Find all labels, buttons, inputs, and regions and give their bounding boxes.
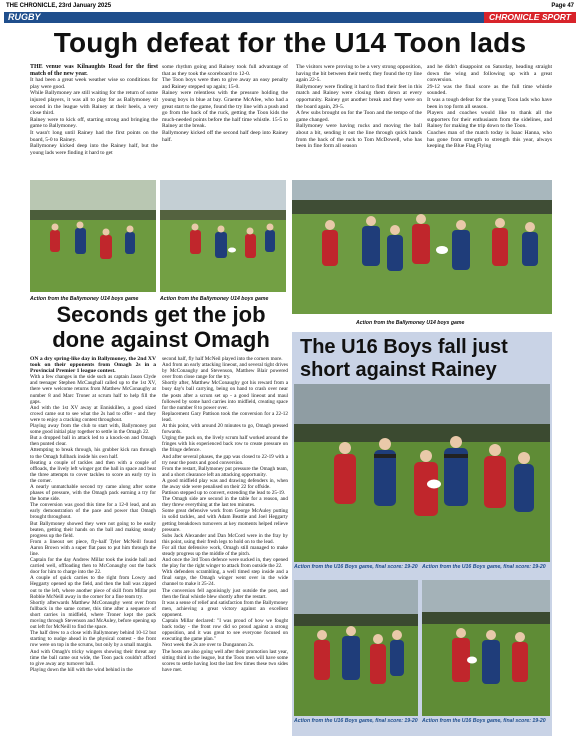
paragraph: And with Omagh's tricky wingers showing their threat any time the ball came out wide, the Toon pack couldn't afford to give away any turnover ball. [30, 648, 156, 667]
paragraph: The half drew to a close with Ballymoney behind 10-12 but starting to nudge ahead in the physical contest - the front row were on top in the scrums, but only by a small margin. [30, 630, 156, 649]
paragraph: From the restart, Ballymoney put pressure the Omagh team, and a short clearance left an attacking opportunity. [162, 465, 288, 478]
paragraph: With a few changes in the side such as captain Jason Clyde and teenager Stephen McCaughall called up to the 1st XV, there were welcome returns from Matthew McConaughy at number 8 and Marc Troner at scrum half to help fill the gaps. [30, 374, 156, 405]
paragraph: The Omagh side are second in the table for a reason, and they threw everything at the last ten minutes. [162, 496, 288, 509]
caption-u16-1: Action from the U16 Boys game, final score: 19-20 [294, 564, 418, 570]
paragraph: The Toon boys were then to give away an easy penalty and Rainey stepped up again; 15-0. [162, 77, 288, 90]
photo-u14-3 [292, 180, 552, 314]
photo-u14-2 [160, 180, 286, 292]
paragraph: And from an early attacking lineout, and several tight drives by McConaughy and Stevenson, Matthew Blair powered over from close range for the try. [162, 362, 288, 381]
paragraph: It wasn't long until Rainey had the first points on the board, 5-0 to Rainey. [30, 129, 158, 143]
paragraph: Ballymoney were having rucks and moving the ball about a bit, sending it out the line through quick hands from the back of the ruck to Tom McDowell, who has been in fine form all season [296, 123, 422, 150]
paragraph: A nearly unmatchable second try came along after some phases of pressure, with the Omagh pack earning a try for the home side. [30, 483, 156, 503]
paragraph: Coaches man of the match today is Isaac Hanna, who has gone from strength to strength this year, always keeping the Blue Flag Flying [427, 129, 552, 150]
photo-u16-2 [294, 580, 418, 716]
paragraph: Ballymoney were finding it hard to find their feet in this match and Rainey were closing them down at every opportunity. Rainey got another break and they were on the board again, 29-5. [296, 83, 422, 110]
u16-panel [292, 332, 552, 736]
lede: ON a dry spring-like day in Ballymoney, the 2nd XV took on their opponents from Omagh 2s in a Provincial Premier 1 league contest. [30, 356, 156, 375]
photo-u16-main [294, 384, 550, 562]
section-band [4, 12, 576, 23]
caption-u16-3: Action from the U16 Boys game, final score: 19-20 [294, 718, 418, 724]
paragraph: From a lineout set piece, fly-half Tyler McNeill found Aaron Brown with a super flat pass to put him through the line. [30, 538, 156, 557]
publication-line: THE CHRONICLE, 23rd January 2025 [6, 3, 112, 9]
paragraph: Replacement Gary Pattison took the conversion for a 22-12 lead. [162, 410, 288, 423]
paragraph: Captain Millar declared: "I was proud of how we fought back today - the front row did so proud against a strong opposition, and it was great to see everyone focused on executing the game plan." [162, 618, 288, 643]
caption-u14-2: Action from the Ballymoney U14 boys game [160, 296, 269, 302]
paragraph: The hosts are also going well after their promotion last year, sitting third in the league, but the Toon men will have some scores to settle having lost the last few times these two sides have met. [162, 648, 288, 673]
story1-col2 [162, 64, 288, 143]
brand-part-2: SPORT [541, 12, 571, 22]
paragraph: It was a tough defeat for the young Toon lads who have been in top form all season. [427, 96, 552, 110]
story2-col2 [162, 356, 288, 673]
paragraph: The conversion fell agonisingly just outside the post, and then the final whistle blew shortly after the restart. [162, 587, 288, 600]
paragraph: Shortly after, Matthew McConaughy got his reward from a busy day's ball carrying, being on hand to crash over near the posts after a scrum set up - a good lineout and maul followed by some hard carries into midfield, creating space for the number 8 to power over. [162, 380, 288, 411]
paragraph: It had been a great week weather wise so conditions for play were good. [30, 77, 158, 90]
paragraph: Rainey were relentless with the pressure holding the young boys in blue at bay. Graeme McAfee, who had a great start to the game, found the try line with a push and go from the back of the ruck, getting the Toon kids the much-needed points before the half time whistle. 15-5 to Rainey at the break. [162, 90, 288, 130]
paragraph: Playing down the hill with the wind behind in the [30, 666, 133, 673]
brand-part-1: CHRONICLE [488, 12, 540, 22]
story1-col1 [30, 64, 158, 156]
page-header [6, 3, 574, 12]
caption-u16-4: Action from the U16 Boys game, final score: 19-20 [422, 718, 546, 724]
paragraph: The visitors were proving to be a very strong opposition, having the bit between their teeth; they found the try line again 22-5. [296, 64, 422, 84]
paragraph: It was a sense of relief and satisfaction from the Ballymoney men, achieving a great victory against an excellent opponent. [162, 599, 288, 618]
paragraph: Captain for the day Andrew Millar took the inside ball and carried well, offloading then to McConaughy out the back door for him to charge into the 22. [30, 557, 156, 576]
paragraph: And after several phases, the gap was closed to 22-19 with a try near the posts and good conversion. [162, 453, 288, 466]
paragraph: And with the 1st XV away at Enniskillen, a good sized crowd came out to see what the 2s had to offer - and they were to enjoy a cracking contest throughout. [30, 404, 156, 423]
paragraph: Players and coaches would like to thank all the supporters for their enthusiasm from the sidelines, and Rainey for making the trip down to the Toon. [427, 110, 552, 130]
paragraph: Next week the 2s are over to Dungannon 2s. [162, 642, 255, 649]
photo-u16-3 [422, 580, 550, 716]
story1-col4 [427, 64, 552, 150]
paragraph: But Ballymoney showed they were not going to be easily beaten, getting their hands on the ball and making steady progress up the field. [30, 520, 156, 539]
paragraph: Subs Jack Alexander and Dan McCord were in the fray by this point, using their fresh legs to hold on to the lead. [162, 532, 288, 545]
paragraph: A few subs brought on for the Toon and the tempo of the game changed. [296, 110, 422, 123]
story2-col1 [30, 356, 156, 673]
page-number: Page 47 [551, 3, 574, 9]
paragraph: Pattison stepped up to convert, extending the lead to 25-19. [162, 490, 286, 497]
paragraph: And once the 3rd Toon defence were sucked in, they opened the play for the right winger to attack from outside the 22. [162, 557, 288, 570]
paragraph: Beating a couple of tackles and then with a couple of offloads, the lively left winger got the ball in space and beat the three attempts to cover tackles to score an early try in the corner. [30, 459, 156, 484]
caption-u16-2: Action from the U16 Boys game, final score: 19-20 [422, 564, 546, 570]
paragraph: Shortly afterwards Matthew McConaughy went over from fullback in the same corner, this time after a sequence of short carries in midfield, where Troner kept the pack moving through Stevenson and McAuley, before opening up out left for McNeill to find the space. [30, 599, 156, 631]
section-label: RUGBY [8, 12, 41, 22]
brand-label [484, 12, 576, 23]
story1-col3 [296, 64, 422, 150]
paragraph: Rainey were to kick off, starting strong and bringing the game to Ballymoney. [30, 116, 158, 130]
paragraph: Ballymoney kicked deep into the Rainey half, but the young lads were finding it hard to get [30, 143, 158, 156]
headline-u14: Tough defeat for the U14 Toon lads [53, 27, 527, 58]
paragraph: and he didn't disappoint on Saturday, heading straight down the wing and following up with a great conversion. [427, 64, 552, 84]
photo-u14-1 [30, 180, 156, 292]
paragraph: 29-12 was the final score as the full time whistle sounded. [427, 83, 552, 97]
paragraph: second half, fly half McNeil played into the corners more. [162, 356, 283, 362]
paragraph: But a dropped ball in attack led to a knock-on and Omagh then punted clear. [30, 435, 156, 448]
paragraph: Playing away from the club to start with, Ballymoney put some good initial play together to settle in the Omagh 22. [30, 423, 156, 436]
caption-u14-1: Action from the Ballymoney U14 boys game [30, 296, 139, 302]
paragraph: A good midfield play was and drawing defenders in, when the away side were penalised on their 22 for offside. [162, 477, 288, 490]
paragraph: Ballymoney kicked off the second half deep into Rainey half. [162, 129, 288, 143]
headline-u16: The U16 Boys fall just short against Rainey [300, 336, 508, 381]
paragraph: A couple of quick carries to the right from Lowry and Heggarty opened up the field, and then the ball was zipped out to the left, where another piece of skill from Millar put Robbie McNeill away in the corner for a fine team try. [30, 575, 156, 600]
lede: THE venue was Kilnaughts Road for the first match of the new year. [30, 64, 158, 77]
caption-u14-3: Action from the Ballymoney U14 boys game [356, 320, 465, 326]
paragraph: For all that defensive work, Omagh still managed to make steady progress up the middle of the pitch. [162, 544, 288, 557]
paragraph: some rhythm going and Rainey took full advantage of that as they took the scoreboard to 12-0. [162, 64, 288, 77]
paragraph: With defenders scrambling, a well timed step inside and a final surge, the Omagh winger went over in the wide channel to make it 25-24. [162, 569, 288, 588]
paragraph: The conversion was good this time for a 12-0 lead, and an early demonstration of the pace and power that Omagh brought throughout. [30, 502, 156, 521]
headline-seconds: Seconds get the job done against Omagh [52, 302, 270, 352]
paragraph: Some great defensive work from George McAuley putting in solid tackles, and with Adam Beattie and Joel Heggarty getting breakdown turnovers at key moments helped relieve pressure. [162, 508, 288, 533]
paragraph: Attempting to break through, his grubber kick ran through to the Omagh fullback inside his own half. [30, 447, 156, 460]
paragraph: Urging the pack on, the lively scrum half worked around the fringes with his experienced back row to create pressure on the fringe defence. [162, 435, 288, 454]
paragraph: While Ballymoney are still waiting for the return of some injured players, it was all to play for as Ballymoney sit second in the league with Rainey at their heels, a very close third. [30, 90, 158, 117]
paragraph: At this point, with around 20 minutes to go, Omagh pressed forwards. [162, 423, 288, 436]
